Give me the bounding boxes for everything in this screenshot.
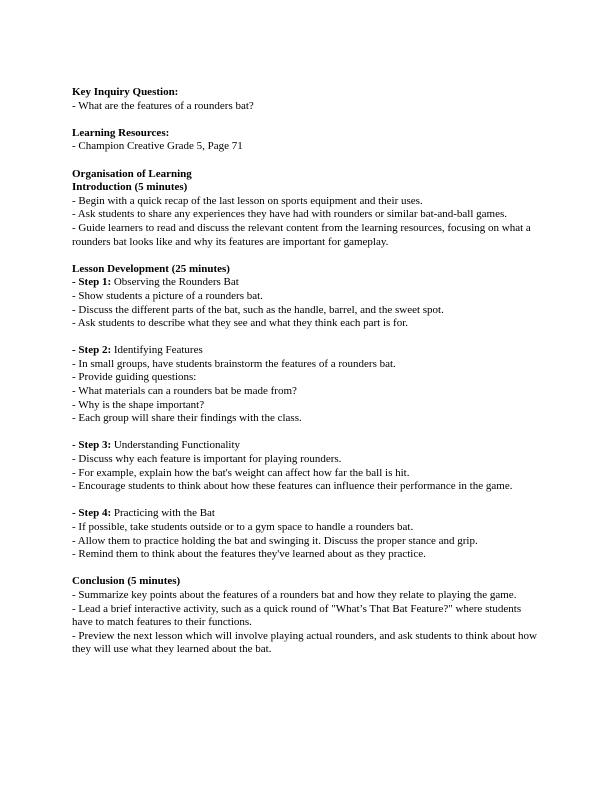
organisation-section xyxy=(72,168,544,250)
step-line: - Allow them to practice holding the bat and swinging it. Discuss the proper stance and grip. xyxy=(72,534,478,547)
step-label: - Step 4: xyxy=(72,507,112,520)
step-title xyxy=(72,276,544,290)
step-line: - Discuss the different parts of the bat, such as the handle, barrel, and the sweet spot. xyxy=(72,303,444,316)
key-inquiry-line: - What are the features of a rounders bat? xyxy=(72,99,254,112)
step-line: - Show students a picture of a rounders bat. xyxy=(72,289,263,302)
lesson-development-step-2 xyxy=(72,344,544,426)
step-line: - Encourage students to think about how these features can influence their performance in the game. xyxy=(72,480,513,493)
step-title xyxy=(72,507,544,521)
learning-resources-line: - Champion Creative Grade 5, Page 71 xyxy=(72,140,243,153)
lesson-development-step-3 xyxy=(72,439,544,493)
step-line: - If possible, take students outside or to a gym space to handle a rounders bat. xyxy=(72,521,414,533)
step-line: - Ask students to describe what they see and what they think each part is for. xyxy=(72,317,409,330)
introduction-line: - Guide learners to read and discuss the relevant content from the learning resources, focusing on what a rounders bat looks like and why its features are important for gameplay. xyxy=(72,221,531,248)
key-inquiry-heading: Key Inquiry Question: xyxy=(72,86,179,98)
lesson-development-step-1 xyxy=(72,263,544,331)
lesson-development-heading: Lesson Development (25 minutes) xyxy=(72,262,230,275)
step-line: - Discuss why each feature is important for playing rounders. xyxy=(72,453,342,466)
conclusion-heading: Conclusion (5 minutes) xyxy=(72,575,181,588)
learning-resources-heading: Learning Resources: xyxy=(72,126,170,139)
step-label: - Step 3: xyxy=(72,439,112,452)
step-line: - Provide guiding questions: xyxy=(72,371,197,384)
document-page xyxy=(72,86,544,671)
conclusion-section xyxy=(72,575,544,657)
step-title xyxy=(72,344,544,358)
step-line: - For example, explain how the bat's weight can affect how far the ball is hit. xyxy=(72,466,410,479)
step-title-text: Practicing with the Bat xyxy=(111,507,215,520)
step-label: - Step 1: xyxy=(72,276,112,289)
step-line: - In small groups, have students brainstorm the features of a rounders bat. xyxy=(72,357,396,370)
conclusion-line: - Summarize key points about the features of a rounders bat and how they relate to playing the game. xyxy=(72,588,517,601)
lesson-development-step-4 xyxy=(72,507,544,561)
step-title-text: Observing the Rounders Bat xyxy=(111,276,239,289)
step-title-text: Identifying Features xyxy=(111,344,203,357)
step-label: - Step 2: xyxy=(72,344,112,357)
step-title xyxy=(72,439,544,453)
key-inquiry-section xyxy=(72,86,544,113)
step-line: - Why is the shape important? xyxy=(72,398,205,411)
introduction-line: - Begin with a quick recap of the last lesson on sports equipment and their uses. xyxy=(72,194,423,207)
introduction-line: - Ask students to share any experiences they have had with rounders or similar bat-and-ball games. xyxy=(72,208,507,221)
step-line: - Remind them to think about the features they've learned about as they practice. xyxy=(72,548,426,561)
learning-resources-section xyxy=(72,127,544,154)
step-line: - What materials can a rounders bat be made from? xyxy=(72,385,297,398)
organisation-heading: Organisation of Learning xyxy=(72,167,192,180)
step-title-text: Understanding Functionality xyxy=(111,439,241,452)
conclusion-line: - Preview the next lesson which will involve playing actual rounders, and ask students to think about how they will use what they learned about the bat. xyxy=(72,629,537,656)
step-line: - Each group will share their findings with the class. xyxy=(72,412,302,425)
conclusion-line: - Lead a brief interactive activity, such as a quick round of "What’s That Bat Feature?" where students have to match features to their functions. xyxy=(72,602,522,629)
introduction-heading: Introduction (5 minutes) xyxy=(72,181,188,194)
